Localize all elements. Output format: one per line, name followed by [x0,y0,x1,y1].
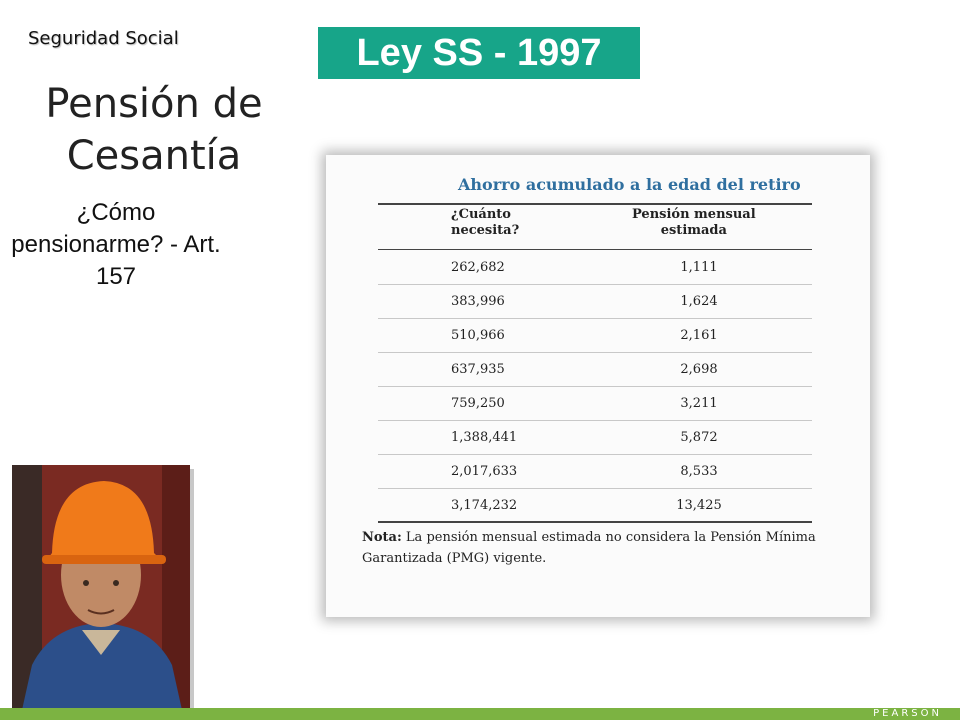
table-row [378,319,812,353]
table-row [378,353,812,387]
table-row [378,489,812,523]
table-bottom-rule [378,521,812,523]
table-row [378,285,812,319]
slide-subtitle: ¿Cómo pensionarme? - Art. 157 [11,199,221,290]
cell-amount-needed: 262,682 [451,260,505,275]
cell-monthly-pension: 5,872 [680,430,718,445]
photo-hardhat-brim [42,555,166,564]
cell-amount-needed: 2,017,633 [451,464,518,479]
cell-amount-needed: 759,250 [451,396,505,411]
cell-amount-needed: 1,388,441 [451,430,518,445]
slide-title: Pensión de Cesantía [45,81,263,179]
cell-amount-needed: 637,935 [451,362,505,377]
cell-monthly-pension: 2,161 [680,328,718,343]
table-note [362,527,832,569]
cell-amount-needed: 383,996 [451,294,505,309]
footer-bar [0,708,960,720]
cell-monthly-pension: 2,698 [680,362,718,377]
column-header-need-line1: ¿Cuánto [451,207,511,222]
cell-monthly-pension: 8,533 [680,464,718,479]
savings-table-card [326,155,870,617]
cell-monthly-pension: 3,211 [680,396,718,411]
column-header-pension-line1: Pensión mensual [632,207,756,222]
cell-monthly-pension: 13,425 [676,498,722,513]
cell-amount-needed: 510,966 [451,328,505,343]
cell-monthly-pension: 1,624 [680,294,718,309]
table-top-rule [378,203,812,205]
note-label: Nota: [362,530,402,545]
column-header-pension-line2: estimada [660,223,727,238]
cell-monthly-pension: 1,111 [680,260,718,275]
section-label: Seguridad Social [28,28,179,49]
table-body [378,251,812,523]
column-header-pension [632,207,756,239]
table-header-rule [378,249,812,250]
table-row [378,251,812,285]
worker-photo [12,465,190,710]
cell-amount-needed: 3,174,232 [451,498,518,513]
column-header-need [451,207,519,239]
table-row [378,421,812,455]
table-title: Ahorro acumulado a la edad del retiro [458,175,801,194]
note-text: La pensión mensual estimada no considera la Pensión Mínima Garantizada (PMG) vigente. [362,530,816,566]
law-badge: Ley SS - 1997 [318,27,640,79]
table-row [378,455,812,489]
table-row [378,387,812,421]
photo-eye-left [83,580,89,586]
column-header-need-line2: necesita? [451,223,520,238]
publisher-logo: PEARSON [873,708,942,719]
photo-eye-right [113,580,119,586]
